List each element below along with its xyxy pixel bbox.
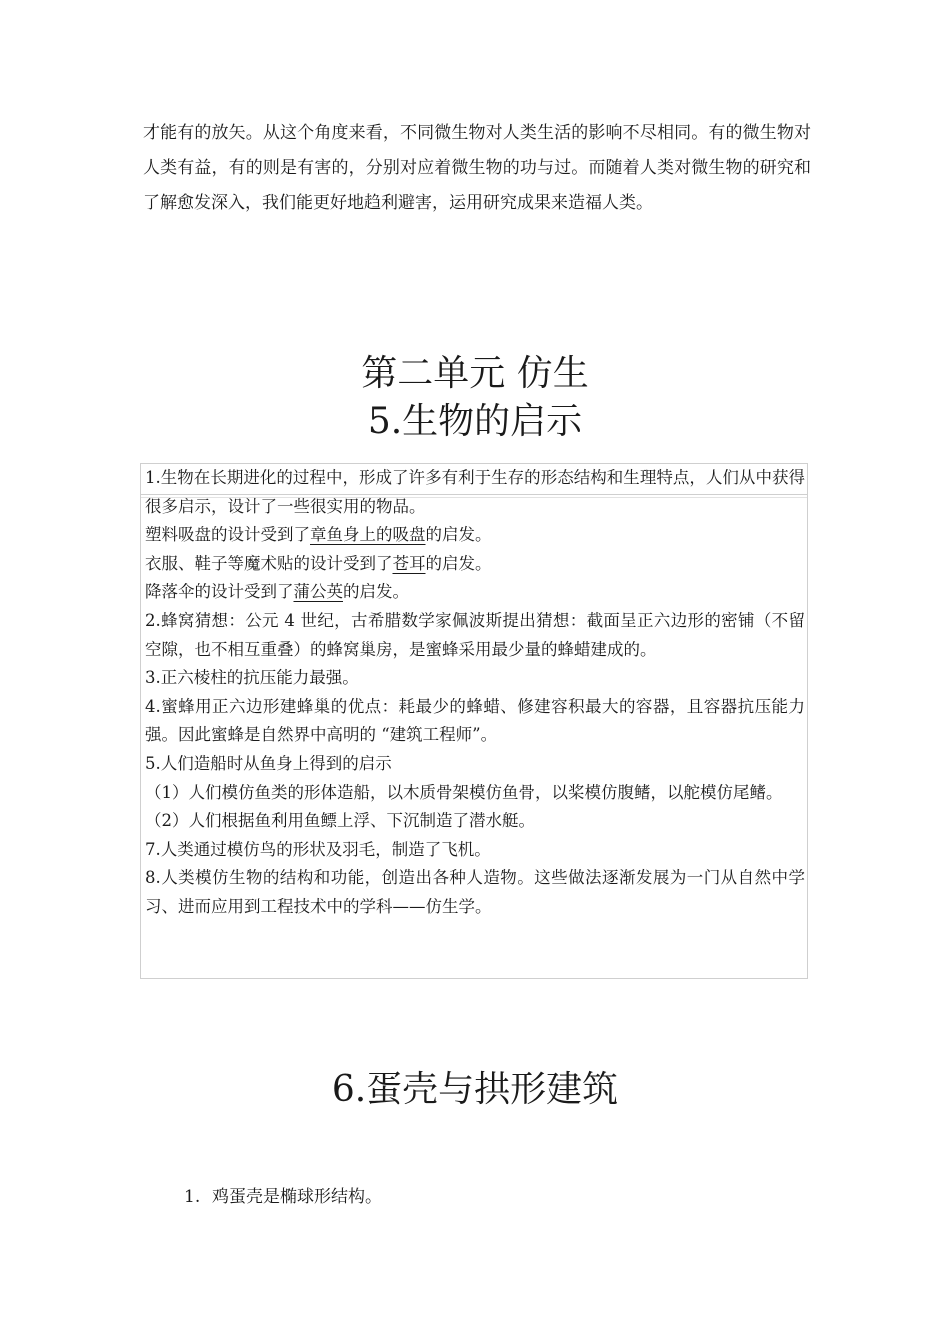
point-5-2: （2）人们根据鱼利用鱼鳔上浮、下沉制造了潜水艇。 <box>145 811 535 831</box>
lesson-5-text <box>145 464 805 922</box>
lesson-5-title: 5.生物的启示 <box>367 401 583 442</box>
velcro-highlight: 苍耳 <box>392 553 426 573</box>
point-3: 3.正六棱柱的抗压能力最强。 <box>145 668 359 688</box>
lesson-5-content-box <box>140 463 808 979</box>
list-number: 1. <box>184 1187 201 1207</box>
point-5-1: （1）人们模仿鱼类的形体造船，以木质骨架模仿鱼骨，以桨模仿腹鳍，以舵模仿尾鳍。 <box>145 782 783 802</box>
point-5: 5.人们造船时从鱼身上得到的启示 <box>145 753 392 773</box>
parachute-highlight: 蒲公英 <box>293 582 343 602</box>
list-text: 鸡蛋壳是椭球形结构。 <box>212 1187 382 1207</box>
sucker-highlight: 章鱼身上的吸盘 <box>310 525 426 545</box>
unit-title: 第二单元 仿生 <box>361 353 589 394</box>
point-8: 8.人类模仿生物的结构和功能，创造出各种人造物。这些做法逐渐发展为一门从自然中学习、进而应用到工程技术中的学科——仿生学。 <box>145 868 805 916</box>
lesson-6-item-1 <box>184 1183 382 1211</box>
point-7: 7.人类通过模仿鸟的形状及羽毛，制造了飞机。 <box>145 839 491 859</box>
lesson-6-title: 6.蛋壳与拱形建筑 <box>331 1069 619 1110</box>
parachute-line: 降落伞的设计受到了蒲公英的启发。 <box>145 582 409 602</box>
velcro-line: 衣服、鞋子等魔术贴的设计受到了苍耳的启发。 <box>145 553 492 573</box>
intro-paragraph: 才能有的放矢。从这个角度来看，不同微生物对人类生活的影响不尽相同。有的微生物对人类有益，有的则是有害的，分别对应着微生物的功与过。而随着人类对微生物的研究和了解愈发深入，我们能更好地趋利避害，运用研究成果来造福人类。 <box>143 123 811 213</box>
point-2: 2.蜂窝猜想：公元 4 世纪，古希腊数学家佩波斯提出猜想：截面呈正六边形的密铺（不留空隙，也不相互重叠）的蜂窝巢房，是蜜蜂采用最少量的蜂蜡建成的。 <box>145 610 805 659</box>
point-4: 4.蜜蜂用正六边形建蜂巢的优点：耗最少的蜂蜡、修建容积最大的容器，且容器抗压能力强。因此蜜蜂是自然界中高明的 “建筑工程师”。 <box>145 696 805 745</box>
point-1: 1.生物在长期进化的过程中，形成了许多有利于生存的形态结构和生理特点，人们从中获得很多启示，设计了一些很实用的物品。 <box>145 468 805 516</box>
sucker-line: 塑料吸盘的设计受到了章鱼身上的吸盘的启发。 <box>145 525 492 545</box>
